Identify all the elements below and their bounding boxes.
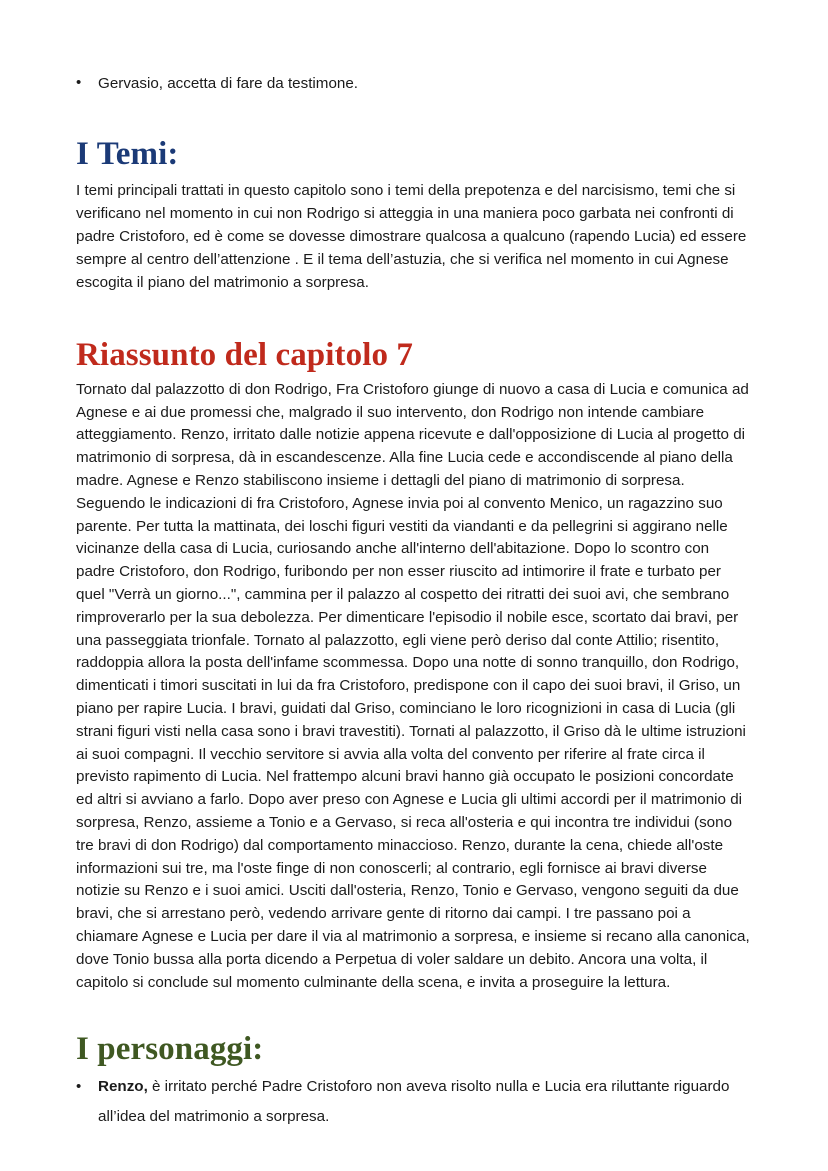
- character-description: è irritato perché Padre Cristoforo non aveva risolto nulla e Lucia era riluttante riguardo all’idea del matrimonio a sorpresa.: [98, 1078, 730, 1125]
- section-heading-riassunto: Riassunto del capitolo 7: [76, 337, 414, 374]
- bullet-icon: •: [76, 1078, 82, 1095]
- bullet-icon: •: [76, 74, 82, 91]
- top-bullet-list: [76, 72, 752, 95]
- section-heading-temi: I Temi:: [76, 136, 179, 173]
- list-item-text: Gervasio, accetta di fare da testimone.: [98, 75, 359, 92]
- character-name: Renzo,: [98, 1078, 148, 1095]
- section-paragraph-riassunto: Tornato dal palazzotto di don Rodrigo, Fra Cristoforo giunge di nuovo a casa di Lucia e comunica ad Agnese e ai due promessi che, malgrado il suo intervento, don Rodrigo non intende cambiare atteggiamento. Renzo, irritato dalle notizie appena ricevute e dall'opposizione di Lucia al progetto di matrimonio di sorpresa, dà in escandescenze. Alla fine Lucia cede e accondiscende al piano della madre. Agnese e Renzo stabiliscono insieme i dettagli del piano di matrimonio di sorpresa. Seguendo le indicazioni di fra Cristoforo, Agnese invia poi al convento Menico, un ragazzino suo parente. Per tutta la mattinata, dei loschi figuri vestiti da viandanti e da pellegrini si aggirano nelle vicinanze della casa di Lucia, curiosando anche all'interno dell'abitazione. Dopo lo scontro con padre Cristoforo, don Rodrigo, furibondo per non esser riuscito ad intimorire il frate e turbato per quel "Verrà un giorno...", cammina per il palazzo al cospetto dei ritratti dei suoi avi, che sembrano rimproverarlo per la sua debolezza. Per dimenticare l'episodio il nobile esce, scortato dai bravi, per una passeggiata trionfale. Tornato al palazzotto, egli viene però deriso dal conte Attilio; risentito, raddoppia allora la posta dell'infame scommessa. Dopo una notte di sonno tranquillo, don Rodrigo, dimenticati i timori suscitati in lui da fra Cristoforo, predispone con il capo dei suoi bravi, il Griso, un piano per rapire Lucia. I bravi, guidati dal Griso, cominciano le loro ricognizioni in casa di Lucia (gli strani figuri visti nella casa sono i bravi travestiti). Tornati al palazzotto, il Griso dà le ultime istruzioni ai suoi compagni. Il vecchio servitore si avvia alla volta del convento per riferire al frate circa il previsto rapimento di Lucia. Nel frattempo alcuni bravi hanno già occupato le posizioni concordate ed altri si avviano a farlo. Dopo aver preso con Agnese e Lucia gli ultimi accordi per il matrimonio di sorpresa, Renzo, assieme a Tonio e a Gervaso, si reca all'osteria e qui incontra tre individui (sono tre bravi di don Rodrigo) dal comportamento minaccioso. Renzo, durante la cena, chiede all'oste informazioni sui tre, ma l'oste finge di non conoscerli; al contrario, egli fornisce ai bravi diverse notizie su Renzo e i suoi amici. Usciti dall'osteria, Renzo, Tonio e Gervaso, vengono seguiti da due bravi, che si arrestano però, vedendo arrivare gente di ritorno dai campi. I tre passano poi a chiamare Agnese e Lucia per dare il via al matrimonio a sorpresa, e insieme si recano alla canonica, dove Tonio bussa alla porta dicendo a Perpetua di voler saldare un debito. Ancora una volta, il capitolo si conclude sul momento culminante della scena, e invita a proseguire la lettura.: [76, 380, 750, 991]
- list-item: [76, 1072, 752, 1131]
- section-heading-personaggi: I personaggi:: [76, 1031, 264, 1068]
- personaggi-bullet-list: [76, 1072, 752, 1131]
- document-content: [76, 72, 752, 1131]
- list-item-text: [98, 1072, 752, 1131]
- list-item: [76, 72, 752, 95]
- section-paragraph-temi: I temi principali trattati in questo capitolo sono i temi della prepotenza e del narcisismo, temi che si verificano nel momento in cui non Rodrigo si atteggia in una maniera poco garbata nei confronti di padre Cristoforo, ed è come se dovesse dimostrare qualcosa a qualcuno (rapendo Lucia) ed essere sempre al centro dell’attenzione . E il tema dell’astuzia, che si verifica nel momento in cui Agnese escogita il piano del matrimonio a sorpresa.: [76, 181, 747, 292]
